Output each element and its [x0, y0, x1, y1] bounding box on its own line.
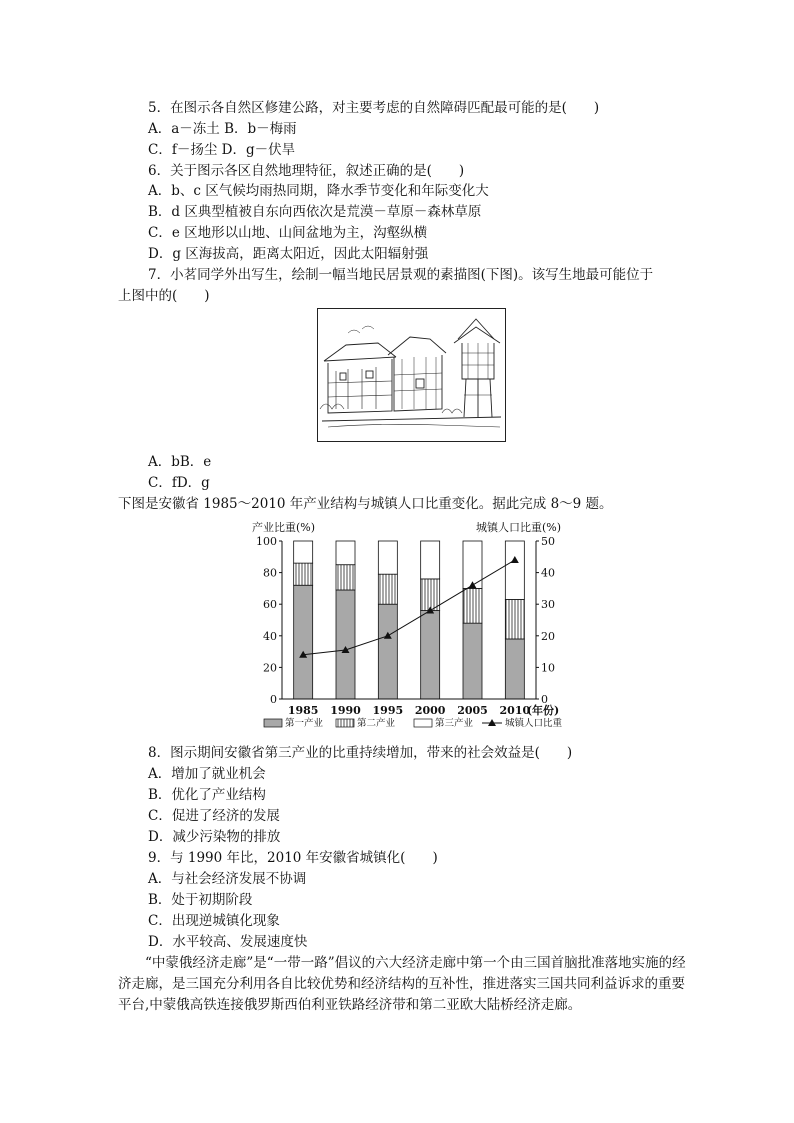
question-8-stem: 8．图示期间安徽省第三产业的比重持续增加，带来的社会效益是( ) — [148, 745, 573, 761]
bar-primary-industry — [463, 623, 482, 699]
bar-primary-industry — [294, 585, 313, 699]
bar-secondary-industry — [463, 588, 482, 623]
question-8-option-c: C．促进了经济的发展 — [148, 808, 280, 824]
question-6-option-c: C．e 区地形以山地、山间盆地为主，沟壑纵横 — [148, 225, 428, 241]
legend-label: 第二产业 — [357, 718, 396, 729]
bar-tertiary-industry — [336, 541, 355, 565]
question-9-option-c: C．出现逆城镇化现象 — [148, 913, 280, 929]
x-tick-label: 1990 — [330, 704, 361, 717]
left-tick-label: 20 — [263, 661, 277, 675]
bar-secondary-industry — [421, 579, 440, 611]
right-tick-label: 40 — [541, 566, 555, 580]
legend-label: 城镇人口比重 — [505, 718, 563, 729]
legend-label: 第一产业 — [285, 718, 324, 729]
legend-swatch — [264, 719, 282, 727]
x-tick-label: 2000 — [414, 704, 446, 717]
question-9-option-b: B．处于初期阶段 — [148, 892, 253, 908]
question-5-options-ab: A．a－冻土 B．b－梅雨 — [148, 121, 297, 137]
bar-primary-industry — [336, 590, 355, 699]
right-tick-label: 30 — [541, 598, 555, 612]
left-tick-label: 40 — [263, 629, 277, 643]
folk-house-sketch-figure — [317, 308, 506, 442]
house-sketch-drawing — [318, 309, 505, 441]
question-5-stem: 5．在图示各自然区修建公路，对主要考虑的自然障碍匹配最可能的是( ) — [148, 100, 600, 116]
bar-secondary-industry — [505, 599, 524, 639]
intro-questions-8-9: 下图是安徽省 1985～2010 年产业结构与城镇人口比重变化。据此完成 8～9 题。 — [118, 496, 613, 512]
question-7-options-ab: A．bB．e — [148, 454, 212, 470]
question-8-option-b: B．优化了产业结构 — [148, 787, 266, 803]
question-9-option-a: A．与社会经济发展不协调 — [148, 871, 307, 887]
right-tick-label: 20 — [541, 629, 555, 643]
question-7-options-cd: C．fD．g — [148, 475, 210, 491]
bar-secondary-industry — [378, 574, 397, 604]
bar-primary-industry — [421, 611, 440, 699]
left-tick-label: 60 — [263, 598, 277, 612]
right-axis-label: 城镇人口比重(%) — [476, 521, 562, 534]
x-tick-label: 2010 — [499, 704, 531, 717]
question-6-option-d: D．g 区海拔高，距离太阳近，因此太阳辐射强 — [148, 246, 429, 262]
question-5-options-cd: C．f－扬尘 D．g－伏旱 — [148, 142, 296, 158]
bar-tertiary-industry — [294, 541, 313, 563]
legend-label: 第三产业 — [435, 718, 474, 729]
left-tick-label: 100 — [256, 535, 277, 548]
x-axis-unit-label: (年份) — [526, 704, 560, 717]
passage-paragraph: “中蒙俄经济走廊”是“一带一路”倡议的六大经济走廊中第一个由三国首脑批准落地实施的经济走廊，是三国充分利用各自比较优势和经济结构的互补性，推进落实三国共同利益诉求的重要平台,中蒙俄高铁连接俄罗斯西伯利亚铁路经济带和第二亚欧大陆桥经济走廊。 — [118, 955, 686, 1013]
x-tick-label: 1995 — [372, 704, 404, 717]
bar-primary-industry — [378, 604, 397, 699]
bar-tertiary-industry — [378, 541, 397, 574]
left-axis-label: 产业比重(%) — [252, 521, 316, 534]
question-9-stem: 9．与 1990 年比，2010 年安徽省城镇化( ) — [148, 850, 438, 866]
right-tick-label: 0 — [541, 693, 548, 706]
question-9-option-d: D．水平较高、发展速度快 — [148, 934, 308, 950]
bar-tertiary-industry — [505, 541, 524, 599]
left-tick-label: 80 — [263, 566, 277, 580]
question-8-option-a: A．增加了就业机会 — [148, 766, 266, 782]
bar-secondary-industry — [294, 563, 313, 585]
question-7-stem-line2: 上图中的( ) — [118, 288, 210, 304]
industry-structure-chart — [250, 515, 590, 735]
x-tick-label: 2005 — [457, 704, 488, 717]
x-tick-label: 1985 — [287, 704, 319, 717]
question-6-option-a: A．b、c 区气候均雨热同期，降水季节变化和年际变化大 — [148, 183, 489, 199]
question-8-option-d: D．减少污染物的排放 — [148, 829, 281, 845]
bar-primary-industry — [505, 639, 524, 699]
bar-secondary-industry — [336, 565, 355, 590]
right-tick-label: 10 — [541, 661, 555, 675]
bar-tertiary-industry — [421, 541, 440, 579]
left-tick-label: 0 — [270, 693, 277, 706]
question-6-stem: 6．关于图示各区自然地理特征，叙述正确的是( ) — [148, 163, 465, 179]
right-tick-label: 50 — [541, 535, 555, 548]
legend-swatch — [414, 719, 432, 727]
urbanization-line — [303, 560, 515, 655]
question-7-stem-line1: 7．小茗同学外出写生，绘制一幅当地民居景观的素描图(下图)。该写生地最可能位于 — [148, 267, 654, 283]
legend-swatch — [336, 719, 354, 727]
question-6-option-b: B．d 区典型植被自东向西依次是荒漠－草原－森林草原 — [148, 204, 482, 220]
